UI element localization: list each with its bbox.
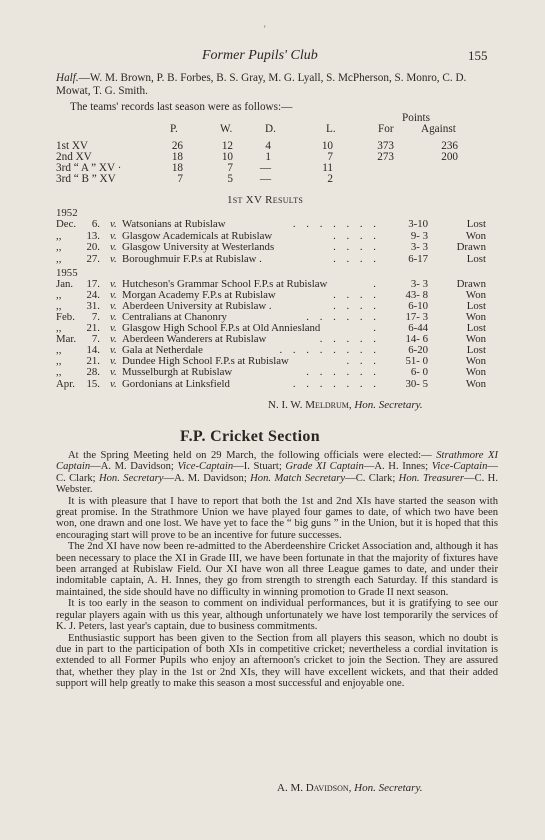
result-day: 13. [86, 230, 100, 242]
result-dots: . . . . [333, 241, 380, 253]
result-month: ,, [56, 230, 62, 242]
result-v: v. [110, 278, 117, 290]
half-names: —W. M. Brown, P. B. Forbes, B. S. Gray, M. G. Lyall, S. McPherson, S. Monro, C. D. Mowat, T. G. Smith. [56, 72, 467, 97]
result-result: Won [465, 289, 486, 301]
result-day: 7. [91, 333, 100, 345]
officials-role: Vice-Captain [431, 461, 488, 473]
officials-name: —I. Stuart; [233, 461, 286, 473]
result-score: 6-10 [408, 300, 428, 312]
result-opp: Hutcheson's Grammar School F.P.s at Rubislaw [122, 278, 328, 290]
rugby-secretary-role: Hon. Secretary. [354, 399, 423, 411]
records-cell-l: 11 [322, 162, 333, 174]
col-header-l: L. [326, 123, 336, 135]
result-month: Jan. [56, 278, 74, 290]
officials-role: Vice-Captain [177, 461, 234, 473]
records-cell-team: 3rd “ A ” XV · [56, 162, 122, 174]
result-dots: . . . . . . . . [279, 344, 380, 356]
officials-role: Strathmore XI Captain [56, 450, 498, 473]
result-score: 30- 5 [405, 378, 428, 390]
result-result: Won [465, 333, 486, 345]
result-v: v. [110, 344, 117, 356]
result-result: Won [465, 355, 486, 367]
results-title [227, 194, 303, 206]
result-score: 51- 0 [405, 355, 428, 367]
result-dots: . . . . [333, 253, 380, 265]
result-result: Won [465, 230, 486, 242]
result-score: 14- 6 [405, 333, 428, 345]
cricket-paragraph-officials [56, 450, 498, 496]
result-score: 6-17 [408, 253, 428, 265]
officials-role: Hon. Match Secretary [250, 472, 346, 484]
result-dots: . . . . [333, 289, 380, 301]
rugby-secretary-signature [268, 399, 423, 411]
officials-name: —A. M. Davidson; [90, 461, 178, 473]
cricket-secretary-role: Hon. Secretary. [354, 782, 423, 794]
result-opp: Gala at Netherdale [122, 344, 203, 356]
result-day: 31. [86, 300, 100, 312]
records-cell-d: 1 [265, 151, 271, 163]
result-v: v. [110, 230, 117, 242]
officials-role: Hon. Secretary [98, 472, 164, 484]
result-dots: . [373, 322, 380, 334]
result-result: Won [465, 311, 486, 323]
result-result: Lost [466, 300, 486, 312]
result-result: Lost [466, 218, 486, 230]
officials-name: —A. M. Davidson; [163, 472, 251, 484]
running-header [0, 48, 545, 68]
records-cell-for: 273 [377, 151, 394, 163]
records-intro: The teams' records last season were as follows:— [70, 101, 293, 113]
col-header-for: For [378, 123, 394, 135]
records-cell-p: 18 [171, 151, 183, 163]
result-month: Dec. [56, 218, 77, 230]
records-cell-l: 10 [321, 140, 333, 152]
result-day: 14. [86, 344, 100, 356]
year-1955: 1955 [56, 267, 78, 279]
cricket-paragraph-performances: It is too early in the season to comment on individual performances, but it is gratifying to see our regular players again with us this year, although unfortunately we have lost temporarily the services of K. J. Peters, last year's captain, due to business commitments. [56, 598, 498, 633]
result-month: ,, [56, 366, 62, 378]
cricket-paragraph-support: Enthusiastic support has been given to the Section from all players this season, which no doubt is due in part to the participation of both XIs in competitive cricket; nevertheless a cordial invitation is extended to all Former Pupils who enjoy an afternoon's cricket to join the Section. They are assured that, whether they play in the 1st or 2nd XIs, they will have excellent wickets, and that their added support will help greatly to make this season a most successful and enjoyable one. [56, 632, 498, 690]
result-result: Drawn [456, 278, 486, 290]
cricket-paragraph-season-start: It is with pleasure that I have to report that both the 1st and 2nd XIs have started the season with great promise. In the Strathmore Union we have played four games to date, of which two have been won, one drawn and one lost. We have yet to face the “ big guns ” in the Union, but it is hoped that this encouraging start will prove to be an incentive for future successes. [56, 495, 498, 541]
result-dots: . . . . [333, 300, 380, 312]
result-day: 7. [91, 311, 100, 323]
result-day: 28. [86, 366, 100, 378]
cricket-section-title: F.P. Cricket Section [180, 428, 320, 445]
result-v: v. [110, 218, 117, 230]
result-score: 6-20 [408, 344, 428, 356]
result-score: 6-44 [408, 322, 428, 334]
result-opp: Aberdeen University at Rubislaw . [122, 300, 272, 312]
result-v: v. [110, 355, 117, 367]
result-dots: . . . . . . [306, 366, 380, 378]
result-result: Won [465, 366, 486, 378]
records-cell-w: 10 [221, 151, 233, 163]
officials-name: —C. Clark; [56, 461, 498, 484]
result-month: ,, [56, 322, 62, 334]
result-opp: Aberdeen Wanderers at Rubislaw [122, 333, 267, 345]
result-v: v. [110, 333, 117, 345]
officials-intro: At the Spring Meeting held on 29 March, the following officials were elected:— [68, 450, 432, 461]
records-cell-p: 26 [171, 140, 183, 152]
records-cell-p: 18 [171, 162, 183, 174]
results-title-text: 1st XV Results [227, 194, 304, 206]
records-cell-for: 373 [377, 140, 394, 152]
result-opp: Glasgow University at Westerlands [122, 241, 275, 253]
col-header-against: Against [421, 123, 456, 135]
col-header-p: P. [170, 123, 178, 135]
result-score: 6- 0 [410, 366, 428, 378]
result-month: ,, [56, 344, 62, 356]
officials-role: Hon. Treasurer [398, 472, 464, 484]
officials-name: —C. H. Webster. [56, 472, 498, 496]
result-v: v. [110, 300, 117, 312]
records-cell-team: 3rd “ B ” XV [56, 173, 116, 185]
records-cell-w: 7 [227, 162, 233, 174]
result-v: v. [110, 311, 117, 323]
result-day: 21. [86, 355, 100, 367]
records-cell-against: 200 [441, 151, 458, 163]
result-v: v. [110, 253, 117, 265]
result-opp: Glasgow Academicals at Rubislaw [122, 230, 273, 242]
records-cell-w: 5 [227, 173, 233, 185]
result-month: Feb. [56, 311, 75, 323]
cricket-secretary-signature [277, 782, 422, 794]
cricket-paragraph-2nd-xi: The 2nd XI have now been re-admitted to the Aberdeenshire Cricket Association and, although it has been necessary to place the XI in Grade III, we have been fortunate in that the majority of fixtures have been arranged at Rubislaw Field. Our XI have won all three League games to date, and under their indomitable captain, A. H. Innes, they go from strength to strength each Saturday. If this standard is maintained, the side should have no difficulty in winning promotion to Grade II next season. [56, 541, 498, 598]
result-month: Mar. [56, 333, 77, 345]
half-label: Half. [56, 72, 79, 84]
half-backs-paragraph [56, 72, 496, 98]
result-dots: . . . . . . [306, 311, 380, 323]
result-dots: . . . . . [319, 333, 380, 345]
page-mark: ' [264, 24, 266, 34]
running-title: Former Pupils' Club [202, 48, 318, 63]
records-cell-d: — [259, 173, 271, 185]
result-result: Won [465, 378, 486, 390]
records-cell-team: 1st XV [56, 140, 89, 152]
result-month: Apr. [56, 378, 75, 390]
result-dots: . . . . . . . [292, 378, 380, 390]
result-dots: . . . . . . . [292, 218, 380, 230]
result-v: v. [110, 378, 117, 390]
page-number: 155 [468, 48, 488, 63]
result-day: 27. [86, 253, 100, 265]
result-v: v. [110, 289, 117, 301]
result-result: Lost [466, 344, 486, 356]
result-result: Drawn [456, 241, 486, 253]
records-cell-against: 236 [441, 140, 458, 152]
result-opp: Glasgow High School F.P.s at Old Anniesland [122, 322, 321, 334]
officials-name: —C. Clark; [345, 472, 399, 484]
result-v: v. [110, 322, 117, 334]
result-result: Lost [466, 253, 486, 265]
result-opp: Dundee High School F.P.s at Rubislaw [122, 355, 289, 367]
result-opp: Morgan Academy F.P.s at Rubislaw [122, 289, 276, 301]
rugby-secretary-name: N. I. W. Meldrum, [268, 399, 352, 411]
result-opp: Gordonians at Linksfield [122, 378, 230, 390]
col-header-w: W. [220, 123, 233, 135]
records-cell-d: — [259, 162, 271, 174]
result-score: 9- 3 [410, 230, 428, 242]
result-opp: Centralians at Chanonry [122, 311, 227, 323]
result-score: 3- 3 [410, 241, 428, 253]
cricket-secretary-name: A. M. Davidson, [277, 782, 352, 794]
result-month: ,, [56, 253, 62, 265]
result-month: ,, [56, 289, 62, 301]
result-score: 3-10 [408, 218, 428, 230]
result-score: 3- 3 [410, 278, 428, 290]
year-1952: 1952 [56, 207, 78, 219]
result-day: 20. [86, 241, 100, 253]
result-opp: Watsonians at Rubislaw [122, 218, 226, 230]
result-v: v. [110, 366, 117, 378]
officials-name: —A. H. Innes; [363, 461, 432, 473]
cricket-section-body [56, 450, 498, 690]
result-opp: Boroughmuir F.P.s at Rubislaw . [122, 253, 262, 265]
result-score: 43- 8 [405, 289, 428, 301]
result-dots: . [373, 278, 380, 290]
result-opp: Musselburgh at Rubislaw [122, 366, 233, 378]
result-dots: . . . [346, 355, 380, 367]
records-cell-w: 12 [221, 140, 233, 152]
result-day: 6. [91, 218, 100, 230]
result-day: 17. [86, 278, 100, 290]
points-label: Points [402, 112, 430, 124]
result-day: 24. [86, 289, 100, 301]
records-cell-team: 2nd XV [56, 151, 92, 163]
col-header-d: D. [265, 123, 276, 135]
result-month: ,, [56, 355, 62, 367]
officials-role: Grade XI Captain [285, 461, 364, 473]
result-dots: . . . . [333, 230, 380, 242]
result-month: ,, [56, 300, 62, 312]
result-v: v. [110, 241, 117, 253]
records-cell-d: 4 [265, 140, 271, 152]
records-cell-l: 7 [327, 151, 333, 163]
result-score: 17- 3 [405, 311, 428, 323]
records-cell-p: 7 [177, 173, 183, 185]
result-day: 15. [86, 378, 100, 390]
result-month: ,, [56, 241, 62, 253]
result-day: 21. [86, 322, 100, 334]
records-cell-l: 2 [327, 173, 333, 185]
result-result: Lost [466, 322, 486, 334]
